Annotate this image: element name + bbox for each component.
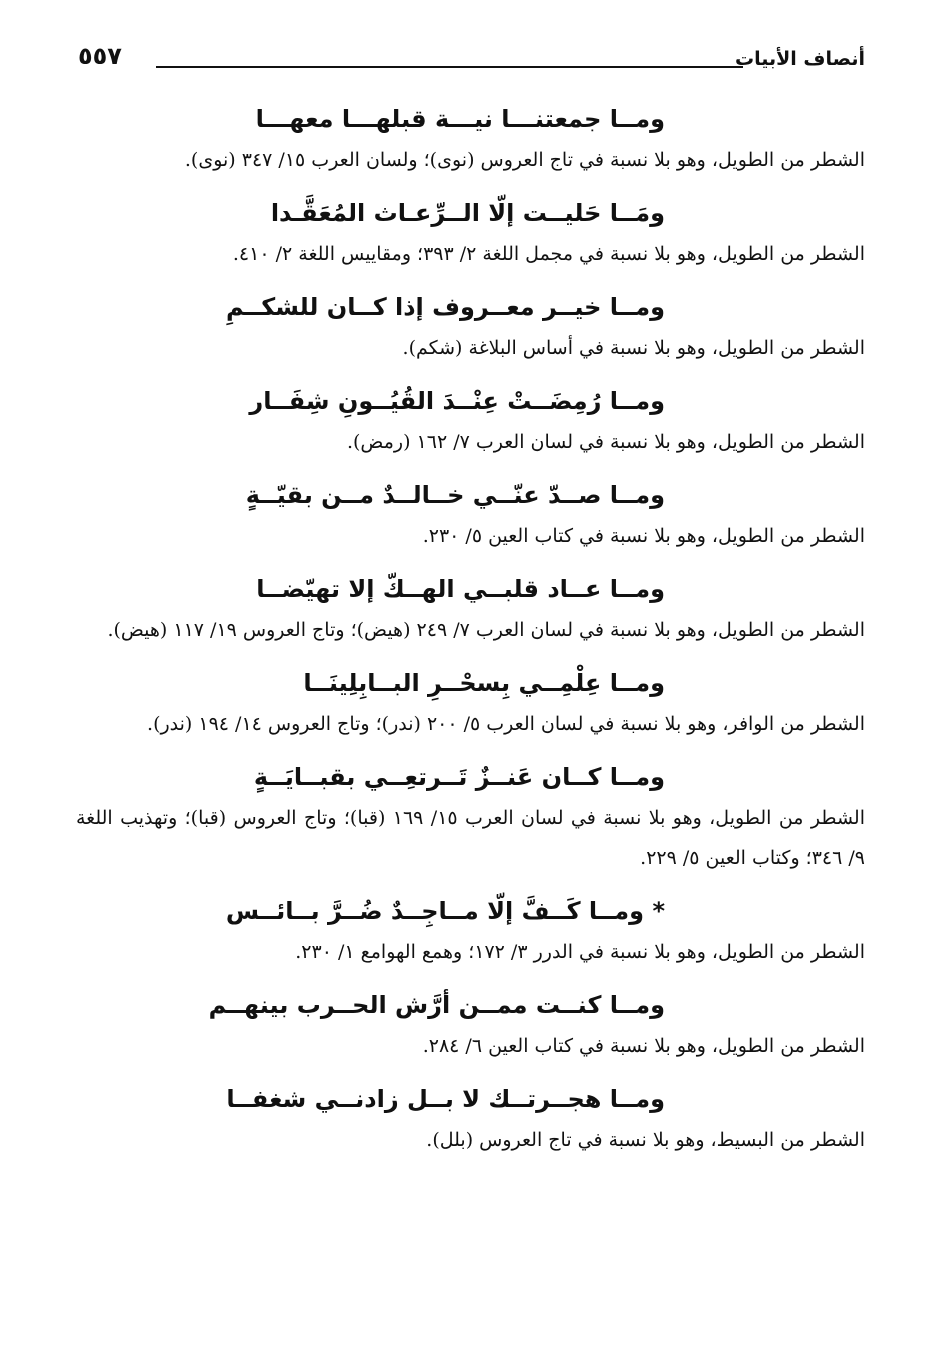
source-note: الشطر من الطويل، وهو بلا نسبة في أساس البلاغة (شكم).: [402, 337, 865, 359]
entry: [76, 892, 865, 972]
verse-hemistich: ومــا كنــت ممــن أرَّش الحــرب بينهــم: [208, 991, 665, 1019]
source-note: الشطر من الوافر، وهو بلا نسبة في لسان العرب ٥/ ٢٠٠ (ندر)؛ وتاج العروس ١٤/ ١٩٤ (ندر).: [147, 713, 865, 735]
entry: [76, 758, 865, 878]
entry: [76, 382, 865, 462]
source-note: الشطر من الطويل، وهو بلا نسبة في كتاب العين ٦/ ٢٨٤.: [422, 1035, 865, 1057]
entry: [76, 664, 865, 744]
verse-hemistich: ومــا هجــرتــك لا بــل زادنــي شغفــا: [226, 1085, 665, 1113]
verse-hemistich: * ومــا كَــفَّ إلّا مــاجِــدٌ ضُــرَّ بــائــس: [225, 897, 665, 925]
verse-hemistich: ومــا عــاد قلبــي الهــكّ إلا تهيّضــا: [256, 575, 665, 603]
entry: [76, 476, 865, 556]
page-header: [78, 42, 865, 82]
verse-hemistich: ومَــا حَليــت إلّا الــرِّعـاث المُعَقَّـدا: [270, 199, 665, 227]
running-title: أنصاف الأبيات: [735, 48, 865, 70]
source-note: الشطر من الطويل، وهو بلا نسبة في تاج العروس (نوى)؛ ولسان العرب ١٥/ ٣٤٧ (نوى).: [184, 149, 865, 171]
entry: [76, 100, 865, 180]
source-note: الشطر من الطويل، وهو بلا نسبة في لسان العرب ٧/ ١٦٢ (رمض).: [346, 431, 865, 453]
entry: [76, 986, 865, 1066]
source-note: الشطر من الطويل، وهو بلا نسبة في لسان العرب ١٥/ ١٦٩ (قبا)؛ وتاج العروس (قبا)؛ وتهذيب اللغة ٩/ ٣٤٦؛ وكتاب العين ٥/ ٢٢٩.: [76, 807, 865, 869]
source-note: الشطر من الطويل، وهو بلا نسبة في مجمل اللغة ٢/ ٣٩٣؛ ومقاييس اللغة ٢/ ٤١٠.: [232, 243, 865, 265]
source-note: الشطر من الطويل، وهو بلا نسبة في الدرر ٣/ ١٧٢؛ وهمع الهوامع ١/ ٢٣٠.: [295, 941, 865, 963]
source-note: الشطر من الطويل، وهو بلا نسبة في لسان العرب ٧/ ٢٤٩ (هيض)؛ وتاج العروس ١٩/ ١١٧ (هيض).: [107, 619, 865, 641]
entry: [76, 288, 865, 368]
source-note: الشطر من البسيط، وهو بلا نسبة في تاج العروس (بلل).: [426, 1129, 865, 1151]
verse-hemistich: ومــا كــان عَنــزٌ تَــرتعِــي بقبــايَــةٍ: [253, 763, 665, 791]
entry: [76, 194, 865, 274]
entry: [76, 1080, 865, 1160]
verse-hemistich: ومــا عِلْمِــي بِسحْــرِ البــابِلِينَــا: [303, 669, 665, 697]
page-number: ٥٥٧: [78, 42, 122, 70]
entries-list: [76, 100, 865, 1174]
verse-hemistich: ومــا رُمِضَــتْ عِنْــدَ القُيُــونِ شِفَــار: [249, 387, 665, 415]
verse-hemistich: ومــا خيــر معــروف إذا كــان للشكــمِ: [226, 293, 665, 321]
entry: [76, 570, 865, 650]
header-rule: [156, 66, 743, 68]
verse-hemistich: ومــا جمعتنـــا نيـــة قبلهـــا معهـــا: [255, 105, 665, 133]
source-note: الشطر من الطويل، وهو بلا نسبة في كتاب العين ٥/ ٢٣٠.: [422, 525, 865, 547]
verse-hemistich: ومــا صــدّ عنّــي خــالــدٌ مــن بقيّــةٍ: [245, 481, 665, 509]
